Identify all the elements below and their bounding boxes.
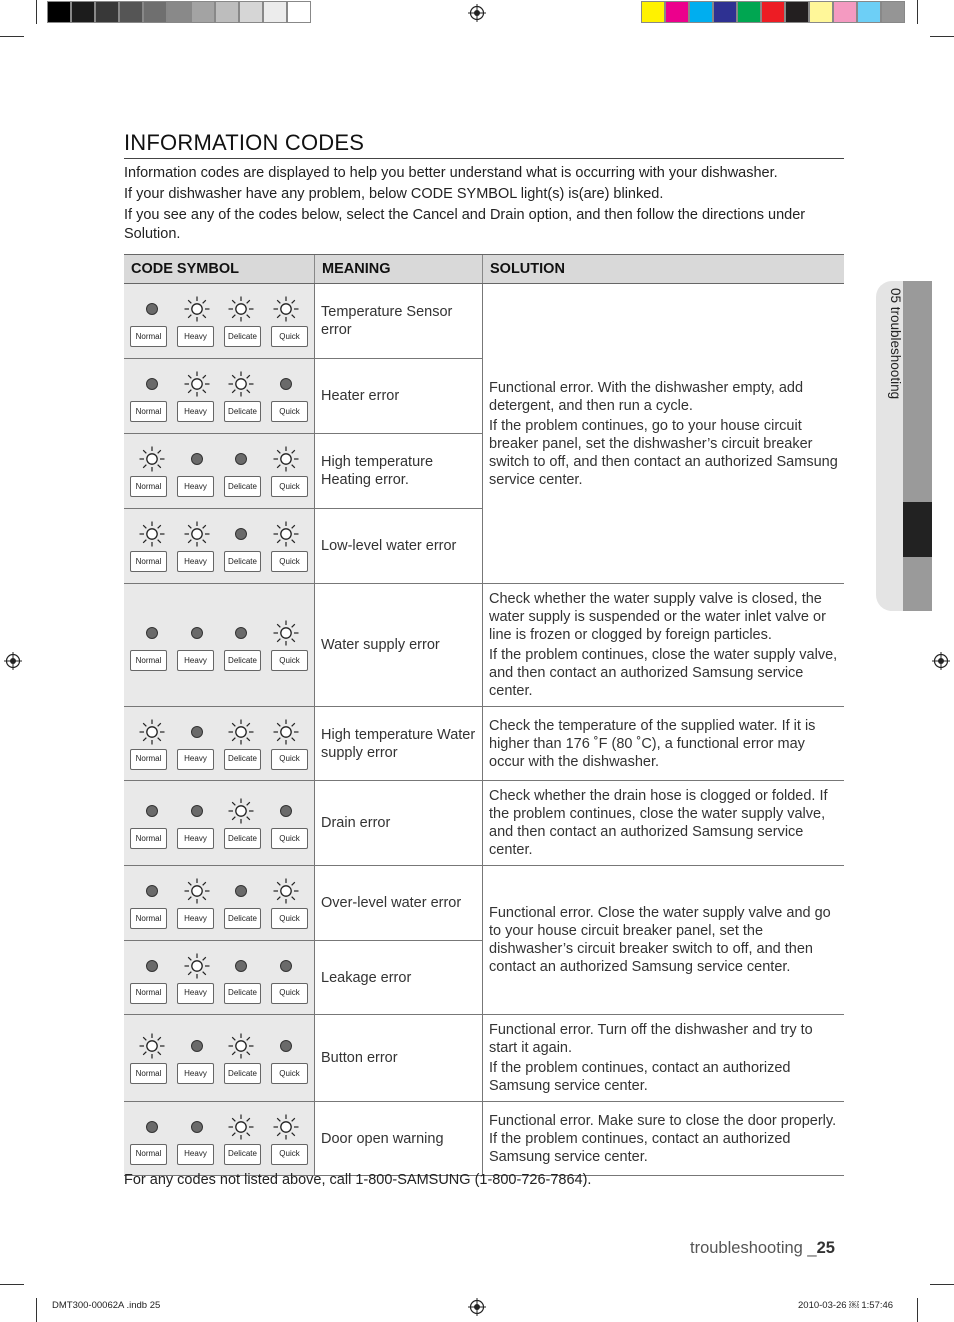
solution-paragraph: Functional error. Make sure to close the door properly. If the problem continues, contact an authorized Samsung service center.: [489, 1112, 837, 1165]
lamp-off-icon: [268, 370, 304, 398]
page-number: 25: [816, 1239, 835, 1257]
code-symbol-cell: [124, 866, 315, 941]
lamp-blinking-icon: [268, 1113, 304, 1141]
cycle-button-label: Delicate: [224, 1144, 261, 1165]
cycle-button-label: Quick: [271, 326, 308, 347]
cycle-button-label: Delicate: [224, 551, 261, 572]
solution-paragraph: If the problem continues, close the water supply valve, and then contact an authorized Samsung service center.: [489, 647, 838, 699]
crop-mark: [917, 0, 918, 24]
lamp-off-icon: [134, 877, 170, 905]
cycle-button-label: Quick: [271, 650, 308, 671]
crop-mark: [930, 1284, 954, 1285]
lamp-blinking-icon: [134, 445, 170, 473]
cycle-button-label: Delicate: [224, 749, 261, 770]
meaning-cell: High temperature Heating error.: [315, 434, 483, 509]
color-swatch: [713, 1, 737, 23]
cycle-button-label: Normal: [130, 1144, 167, 1165]
side-tab-marker: [903, 502, 932, 557]
lamp-blinking-icon: [223, 370, 259, 398]
cycle-button-label: Normal: [130, 476, 167, 497]
lamp-blinking-icon: [223, 295, 259, 323]
cycle-button-label: Heavy: [177, 650, 214, 671]
code-symbol-panel: [130, 520, 308, 572]
lamp-off-icon: [223, 520, 259, 548]
code-symbol-cell: [124, 584, 315, 707]
cycle-button-label: Quick: [271, 908, 308, 929]
cycle-button-label: Heavy: [177, 908, 214, 929]
cycle-button-label: Heavy: [177, 401, 214, 422]
cycle-button-label: Delicate: [224, 476, 261, 497]
color-swatch: [785, 1, 809, 23]
meaning-cell: Water supply error: [315, 584, 483, 707]
lamp-off-icon: [268, 797, 304, 825]
code-symbol-panel: [130, 619, 308, 671]
solution-paragraph: If the problem continues, go to your house circuit breaker panel, set the dishwasher’s circuit breaker switch to off, and then contact an authorized Samsung service center.: [489, 417, 838, 488]
color-swatch: [689, 1, 713, 23]
table-row: [124, 781, 844, 866]
color-swatch: [881, 1, 905, 23]
crop-mark: [0, 36, 24, 37]
crop-mark: [0, 1284, 24, 1285]
lamp-off-icon: [134, 797, 170, 825]
cycle-button-label: Normal: [130, 1063, 167, 1084]
color-swatch: [665, 1, 689, 23]
cycle-button-label: Delicate: [224, 650, 261, 671]
code-symbol-cell: [124, 434, 315, 509]
lamp-blinking-icon: [134, 718, 170, 746]
code-symbol-cell: [124, 781, 315, 866]
lamp-off-icon: [179, 797, 215, 825]
code-symbol-panel: [130, 952, 308, 1004]
cycle-button-label: Delicate: [224, 983, 261, 1004]
footer-note: For any codes not listed above, call 1-800-SAMSUNG (1-800-726-7864).: [124, 1172, 592, 1188]
crop-mark: [36, 1298, 37, 1322]
meaning-cell: Over-level water error: [315, 866, 483, 941]
solution-cell: [483, 1015, 845, 1102]
lamp-off-icon: [268, 952, 304, 980]
registration-mark-icon: [468, 1298, 486, 1316]
solution-paragraph: Check whether the drain hose is clogged or folded. If the problem continues, close the water supply valve, and then contact an authorized Samsung service center.: [489, 788, 828, 858]
meaning-cell: Heater error: [315, 359, 483, 434]
cycle-button-label: Delicate: [224, 326, 261, 347]
meaning-cell: Drain error: [315, 781, 483, 866]
lamp-blinking-icon: [179, 370, 215, 398]
table-row: [124, 707, 844, 781]
lamp-off-icon: [179, 1113, 215, 1141]
color-swatch: [641, 1, 665, 23]
code-symbol-cell: [124, 1015, 315, 1102]
code-symbol-cell: [124, 284, 315, 359]
lamp-blinking-icon: [268, 877, 304, 905]
cycle-button-label: Delicate: [224, 401, 261, 422]
meaning-cell: Door open warning: [315, 1102, 483, 1176]
table-row: [124, 866, 844, 941]
meaning-cell: Button error: [315, 1015, 483, 1102]
lamp-blinking-icon: [223, 718, 259, 746]
solution-paragraph: Functional error. Turn off the dishwasher and try to start it again.: [489, 1022, 813, 1056]
solution-paragraph: Functional error. With the dishwasher empty, add detergent, and then run a cycle.: [489, 379, 804, 414]
cycle-button-label: Normal: [130, 828, 167, 849]
table-row: [124, 584, 844, 707]
code-symbol-cell: [124, 359, 315, 434]
solution-paragraph: Functional error. Close the water supply valve and go to your house circuit breaker panel, set the dishwasher’s circuit breaker switch to off, and then contact an authorized Samsung service center.: [489, 905, 831, 975]
cycle-button-label: Quick: [271, 1144, 308, 1165]
registration-mark-icon: [468, 4, 486, 22]
lamp-blinking-icon: [223, 1113, 259, 1141]
cycle-button-label: Delicate: [224, 828, 261, 849]
print-slug-file: DMT300-00062A .indb 25: [52, 1300, 161, 1311]
lamp-off-icon: [179, 718, 215, 746]
crop-mark: [930, 36, 954, 37]
cycle-button-label: Quick: [271, 1063, 308, 1084]
lamp-off-icon: [223, 619, 259, 647]
lamp-blinking-icon: [179, 877, 215, 905]
cycle-button-label: Quick: [271, 983, 308, 1004]
gray-swatch: [215, 1, 239, 23]
cycle-button-label: Quick: [271, 828, 308, 849]
table-row: [124, 1015, 844, 1102]
gray-swatch: [239, 1, 263, 23]
gray-swatch: [119, 1, 143, 23]
intro-line: Information codes are displayed to help you better understand what is occurring with your dishwasher.: [124, 165, 778, 181]
solution-paragraph: If the problem continues, contact an authorized Samsung service center.: [489, 1060, 791, 1094]
cycle-button-label: Heavy: [177, 476, 214, 497]
lamp-off-icon: [223, 445, 259, 473]
registration-mark-icon: [932, 652, 950, 670]
code-symbol-cell: [124, 941, 315, 1015]
cycle-button-label: Heavy: [177, 551, 214, 572]
gray-swatch: [95, 1, 119, 23]
solution-paragraph: Check whether the water supply valve is closed, the water supply is suspended or the water inlet valve or line is frozen or clogged by foreign particles.: [489, 591, 826, 643]
gray-swatch: [167, 1, 191, 23]
lamp-off-icon: [179, 445, 215, 473]
solution-cell: [483, 866, 845, 1015]
cycle-button-label: Normal: [130, 326, 167, 347]
code-symbol-panel: [130, 370, 308, 422]
cycle-button-label: Quick: [271, 749, 308, 770]
color-swatch: [737, 1, 761, 23]
color-swatch: [761, 1, 785, 23]
lamp-off-icon: [134, 295, 170, 323]
registration-mark-icon: [4, 652, 22, 670]
gray-swatch: [143, 1, 167, 23]
lamp-blinking-icon: [268, 295, 304, 323]
information-codes-table: [124, 254, 844, 1176]
code-symbol-panel: [130, 797, 308, 849]
header-code-symbol: CODE SYMBOL: [124, 255, 315, 284]
intro-line: If you see any of the codes below, select the Cancel and Drain option, and then follow the directions under Solution.: [124, 207, 806, 242]
gray-swatch: [47, 1, 71, 23]
lamp-off-icon: [223, 877, 259, 905]
cycle-button-label: Delicate: [224, 1063, 261, 1084]
lamp-blinking-icon: [134, 1032, 170, 1060]
lamp-blinking-icon: [268, 718, 304, 746]
cycle-button-label: Normal: [130, 401, 167, 422]
print-slug-date: 2010-03-26 ￼ 1:57:46: [798, 1300, 894, 1311]
cycle-button-label: Heavy: [177, 983, 214, 1004]
gray-swatch: [287, 1, 311, 23]
cycle-button-label: Quick: [271, 476, 308, 497]
gray-swatch: [263, 1, 287, 23]
lamp-off-icon: [268, 1032, 304, 1060]
cycle-button-label: Quick: [271, 551, 308, 572]
solution-paragraph: Check the temperature of the supplied water. If it is higher than 176 ˚F (80 ˚C), a functional error may occur with the dishwasher.: [489, 717, 816, 770]
lamp-off-icon: [179, 1032, 215, 1060]
solution-cell: [483, 1102, 845, 1176]
color-swatch: [833, 1, 857, 23]
meaning-cell: Temperature Sensor error: [315, 284, 483, 359]
code-symbol-panel: [130, 718, 308, 770]
code-symbol-cell: [124, 509, 315, 584]
gray-swatch: [71, 1, 95, 23]
header-solution: SOLUTION: [483, 255, 845, 284]
crop-mark: [36, 0, 37, 24]
cycle-button-label: Delicate: [224, 908, 261, 929]
cycle-button-label: Quick: [271, 401, 308, 422]
solution-cell: [483, 781, 845, 866]
color-swatch: [857, 1, 881, 23]
lamp-off-icon: [134, 952, 170, 980]
cycle-button-label: Heavy: [177, 828, 214, 849]
solution-cell: [483, 584, 845, 707]
lamp-blinking-icon: [134, 520, 170, 548]
header-meaning: MEANING: [315, 255, 483, 284]
lamp-blinking-icon: [223, 1032, 259, 1060]
table-row: [124, 1102, 844, 1176]
code-symbol-panel: [130, 877, 308, 929]
crop-mark: [917, 1298, 918, 1322]
lamp-off-icon: [223, 952, 259, 980]
intro-line: If your dishwasher have any problem, below CODE SYMBOL light(s) is(are) blinked.: [124, 186, 664, 202]
solution-cell: [483, 284, 845, 584]
gray-swatch: [191, 1, 215, 23]
table-row: [124, 284, 844, 359]
page-title: INFORMATION CODES: [124, 130, 844, 159]
code-symbol-cell: [124, 707, 315, 781]
lamp-off-icon: [179, 619, 215, 647]
lamp-blinking-icon: [179, 295, 215, 323]
side-tab-strip: [903, 281, 932, 611]
cycle-button-label: Heavy: [177, 326, 214, 347]
lamp-off-icon: [134, 1113, 170, 1141]
intro-text: [124, 164, 844, 246]
cycle-button-label: Normal: [130, 650, 167, 671]
meaning-cell: Low-level water error: [315, 509, 483, 584]
cycle-button-label: Heavy: [177, 749, 214, 770]
cycle-button-label: Heavy: [177, 1063, 214, 1084]
page-footer: [690, 1239, 835, 1258]
cycle-button-label: Normal: [130, 551, 167, 572]
lamp-off-icon: [134, 370, 170, 398]
lamp-blinking-icon: [268, 619, 304, 647]
lamp-blinking-icon: [223, 797, 259, 825]
lamp-off-icon: [134, 619, 170, 647]
cycle-button-label: Normal: [130, 749, 167, 770]
code-symbol-cell: [124, 1102, 315, 1176]
meaning-cell: Leakage error: [315, 941, 483, 1015]
table-header-row: [124, 255, 844, 284]
solution-cell: [483, 707, 845, 781]
code-symbol-panel: [130, 445, 308, 497]
lamp-blinking-icon: [179, 952, 215, 980]
side-tab-label: 05 troubleshooting: [888, 288, 903, 400]
meaning-cell: High temperature Water supply error: [315, 707, 483, 781]
color-swatch: [809, 1, 833, 23]
page-section-label: troubleshooting _: [690, 1239, 817, 1257]
lamp-blinking-icon: [268, 520, 304, 548]
code-symbol-panel: [130, 295, 308, 347]
code-symbol-panel: [130, 1113, 308, 1165]
cycle-button-label: Normal: [130, 983, 167, 1004]
cycle-button-label: Normal: [130, 908, 167, 929]
lamp-blinking-icon: [179, 520, 215, 548]
cycle-button-label: Heavy: [177, 1144, 214, 1165]
code-symbol-panel: [130, 1032, 308, 1084]
lamp-blinking-icon: [268, 445, 304, 473]
